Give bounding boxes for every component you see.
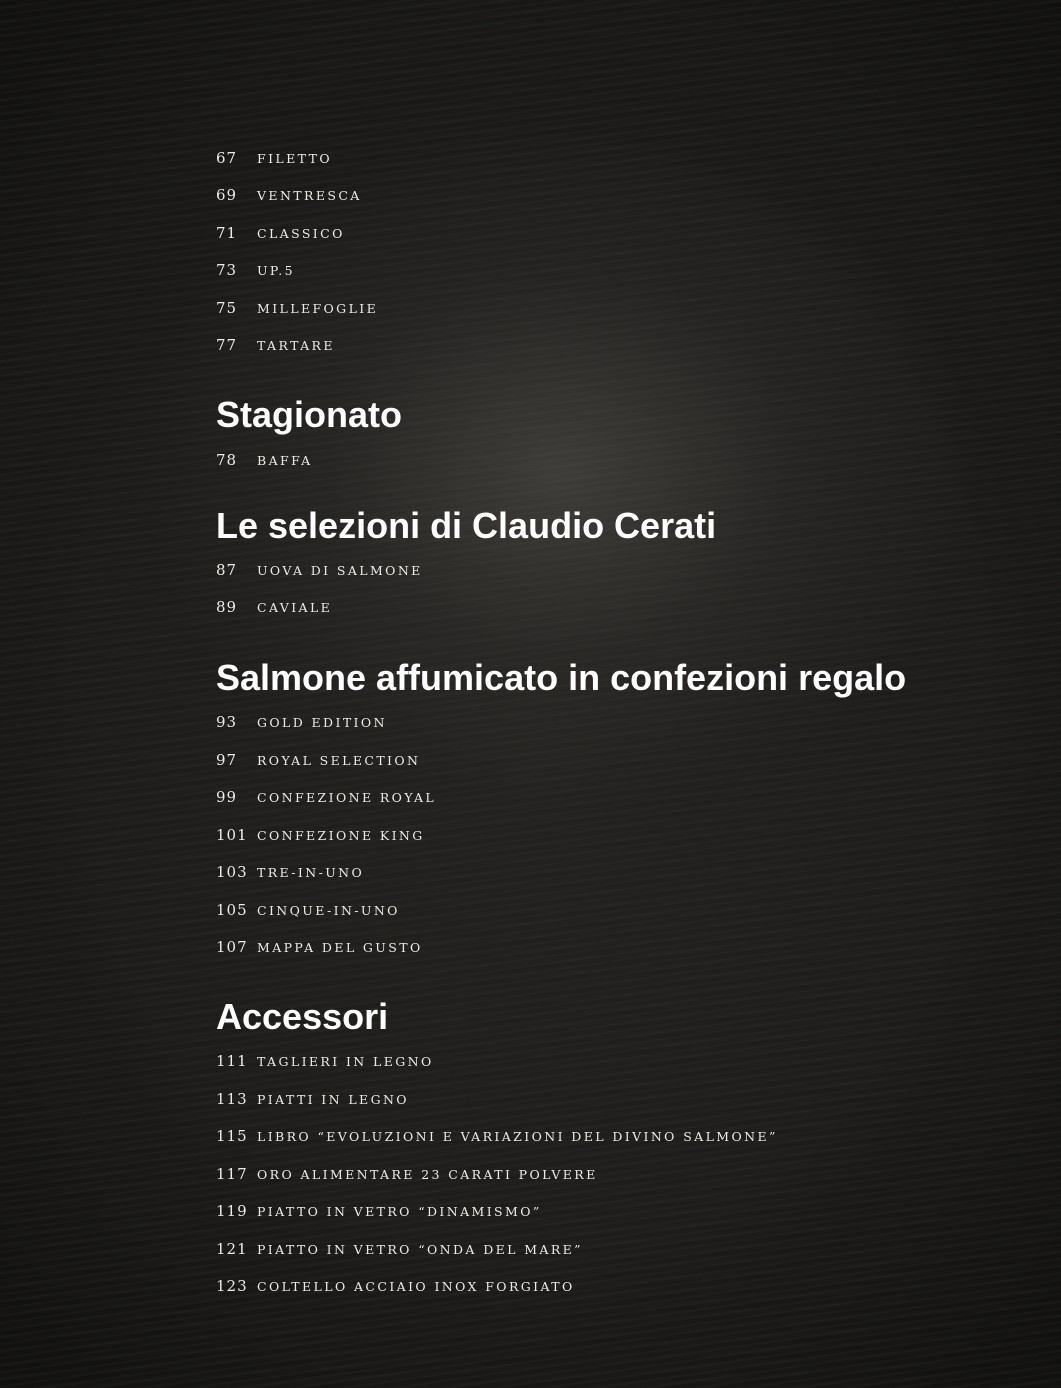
page-number: 121 [216, 1240, 248, 1258]
toc-entry-royal-selection [216, 751, 420, 771]
page-number: 69 [216, 186, 238, 204]
entry-label: PIATTO IN VETRO “ONDA DEL MARE” [257, 1242, 583, 1257]
toc-entry-taglieri-in-legno [216, 1052, 434, 1072]
toc-entry-coltello [216, 1277, 575, 1297]
page-number: 75 [216, 299, 238, 317]
toc-entry-gold-edition [216, 713, 387, 733]
page-number: 119 [216, 1202, 248, 1220]
toc-entry-piatto-dinamismo [216, 1202, 542, 1222]
page-number: 87 [216, 561, 238, 579]
page-number: 77 [216, 336, 238, 354]
entry-label: ORO ALIMENTARE 23 CARATI POLVERE [257, 1167, 598, 1182]
toc-entry-tre-in-uno [216, 863, 364, 883]
page-number: 71 [216, 224, 238, 242]
entry-label: CONFEZIONE ROYAL [257, 790, 437, 805]
entry-label: TARTARE [257, 338, 335, 353]
page-number: 113 [216, 1090, 248, 1108]
page-number: 99 [216, 788, 238, 806]
toc-entry-piatto-onda-del-mare [216, 1240, 583, 1260]
page-number: 103 [216, 863, 248, 881]
page-number: 107 [216, 938, 248, 956]
page-number: 93 [216, 713, 238, 731]
section-heading-selezioni: Le selezioni di Claudio Cerati [216, 505, 717, 546]
section-heading-stagionato: Stagionato [216, 394, 402, 435]
toc-entry-up5 [216, 261, 295, 281]
page-number: 67 [216, 149, 238, 167]
entry-label: BAFFA [257, 453, 313, 468]
entry-label: TRE-IN-UNO [257, 865, 365, 880]
toc-entry-filetto [216, 149, 332, 169]
page-number: 105 [216, 901, 248, 919]
toc-entry-uova-di-salmone [216, 561, 423, 581]
page-number: 111 [216, 1052, 248, 1070]
entry-label: CINQUE-IN-UNO [257, 903, 400, 918]
entry-label: FILETTO [257, 151, 332, 166]
entry-label: UOVA DI SALMONE [257, 563, 423, 578]
entry-label: COLTELLO ACCIAIO INOX FORGIATO [257, 1279, 575, 1294]
toc-entry-ventresca [216, 186, 362, 206]
entry-label: PIATTO IN VETRO “DINAMISMO” [257, 1204, 542, 1219]
entry-label: CLASSICO [257, 226, 345, 241]
page-number: 89 [216, 598, 238, 616]
section-heading-accessori: Accessori [216, 996, 389, 1037]
page-number: 97 [216, 751, 238, 769]
toc-entry-millefoglie [216, 299, 378, 319]
toc-entry-caviale [216, 598, 332, 618]
entry-label: VENTRESCA [257, 188, 362, 203]
entry-label: ROYAL SELECTION [257, 753, 421, 768]
toc-entry-confezione-king [216, 826, 425, 846]
page-number: 101 [216, 826, 248, 844]
page-number: 78 [216, 451, 238, 469]
page-number: 115 [216, 1127, 248, 1145]
page-number: 117 [216, 1165, 248, 1183]
entry-label: MILLEFOGLIE [257, 301, 379, 316]
toc-entry-classico [216, 224, 345, 244]
toc-entry-mappa-del-gusto [216, 938, 423, 958]
entry-label: CONFEZIONE KING [257, 828, 425, 843]
toc-entry-libro [216, 1127, 778, 1147]
entry-label: LIBRO “EVOLUZIONI E VARIAZIONI DEL DIVINO SALMONE” [257, 1129, 778, 1144]
toc-entry-oro-alimentare [216, 1165, 598, 1185]
page-number: 123 [216, 1277, 248, 1295]
entry-label: MAPPA DEL GUSTO [257, 940, 423, 955]
entry-label: TAGLIERI IN LEGNO [257, 1054, 434, 1069]
toc-entry-baffa [216, 451, 313, 471]
entry-label: GOLD EDITION [257, 715, 387, 730]
page-number: 73 [216, 261, 238, 279]
toc-entry-piatti-in-legno [216, 1090, 409, 1110]
entry-label: PIATTI IN LEGNO [257, 1092, 409, 1107]
toc-entry-confezione-royal [216, 788, 436, 808]
toc-entry-tartare [216, 336, 335, 356]
entry-label: UP.5 [257, 263, 295, 278]
toc-entry-cinque-in-uno [216, 901, 400, 921]
section-heading-confezioni-regalo: Salmone affumicato in confezioni regalo [216, 657, 907, 698]
entry-label: CAVIALE [257, 600, 333, 615]
